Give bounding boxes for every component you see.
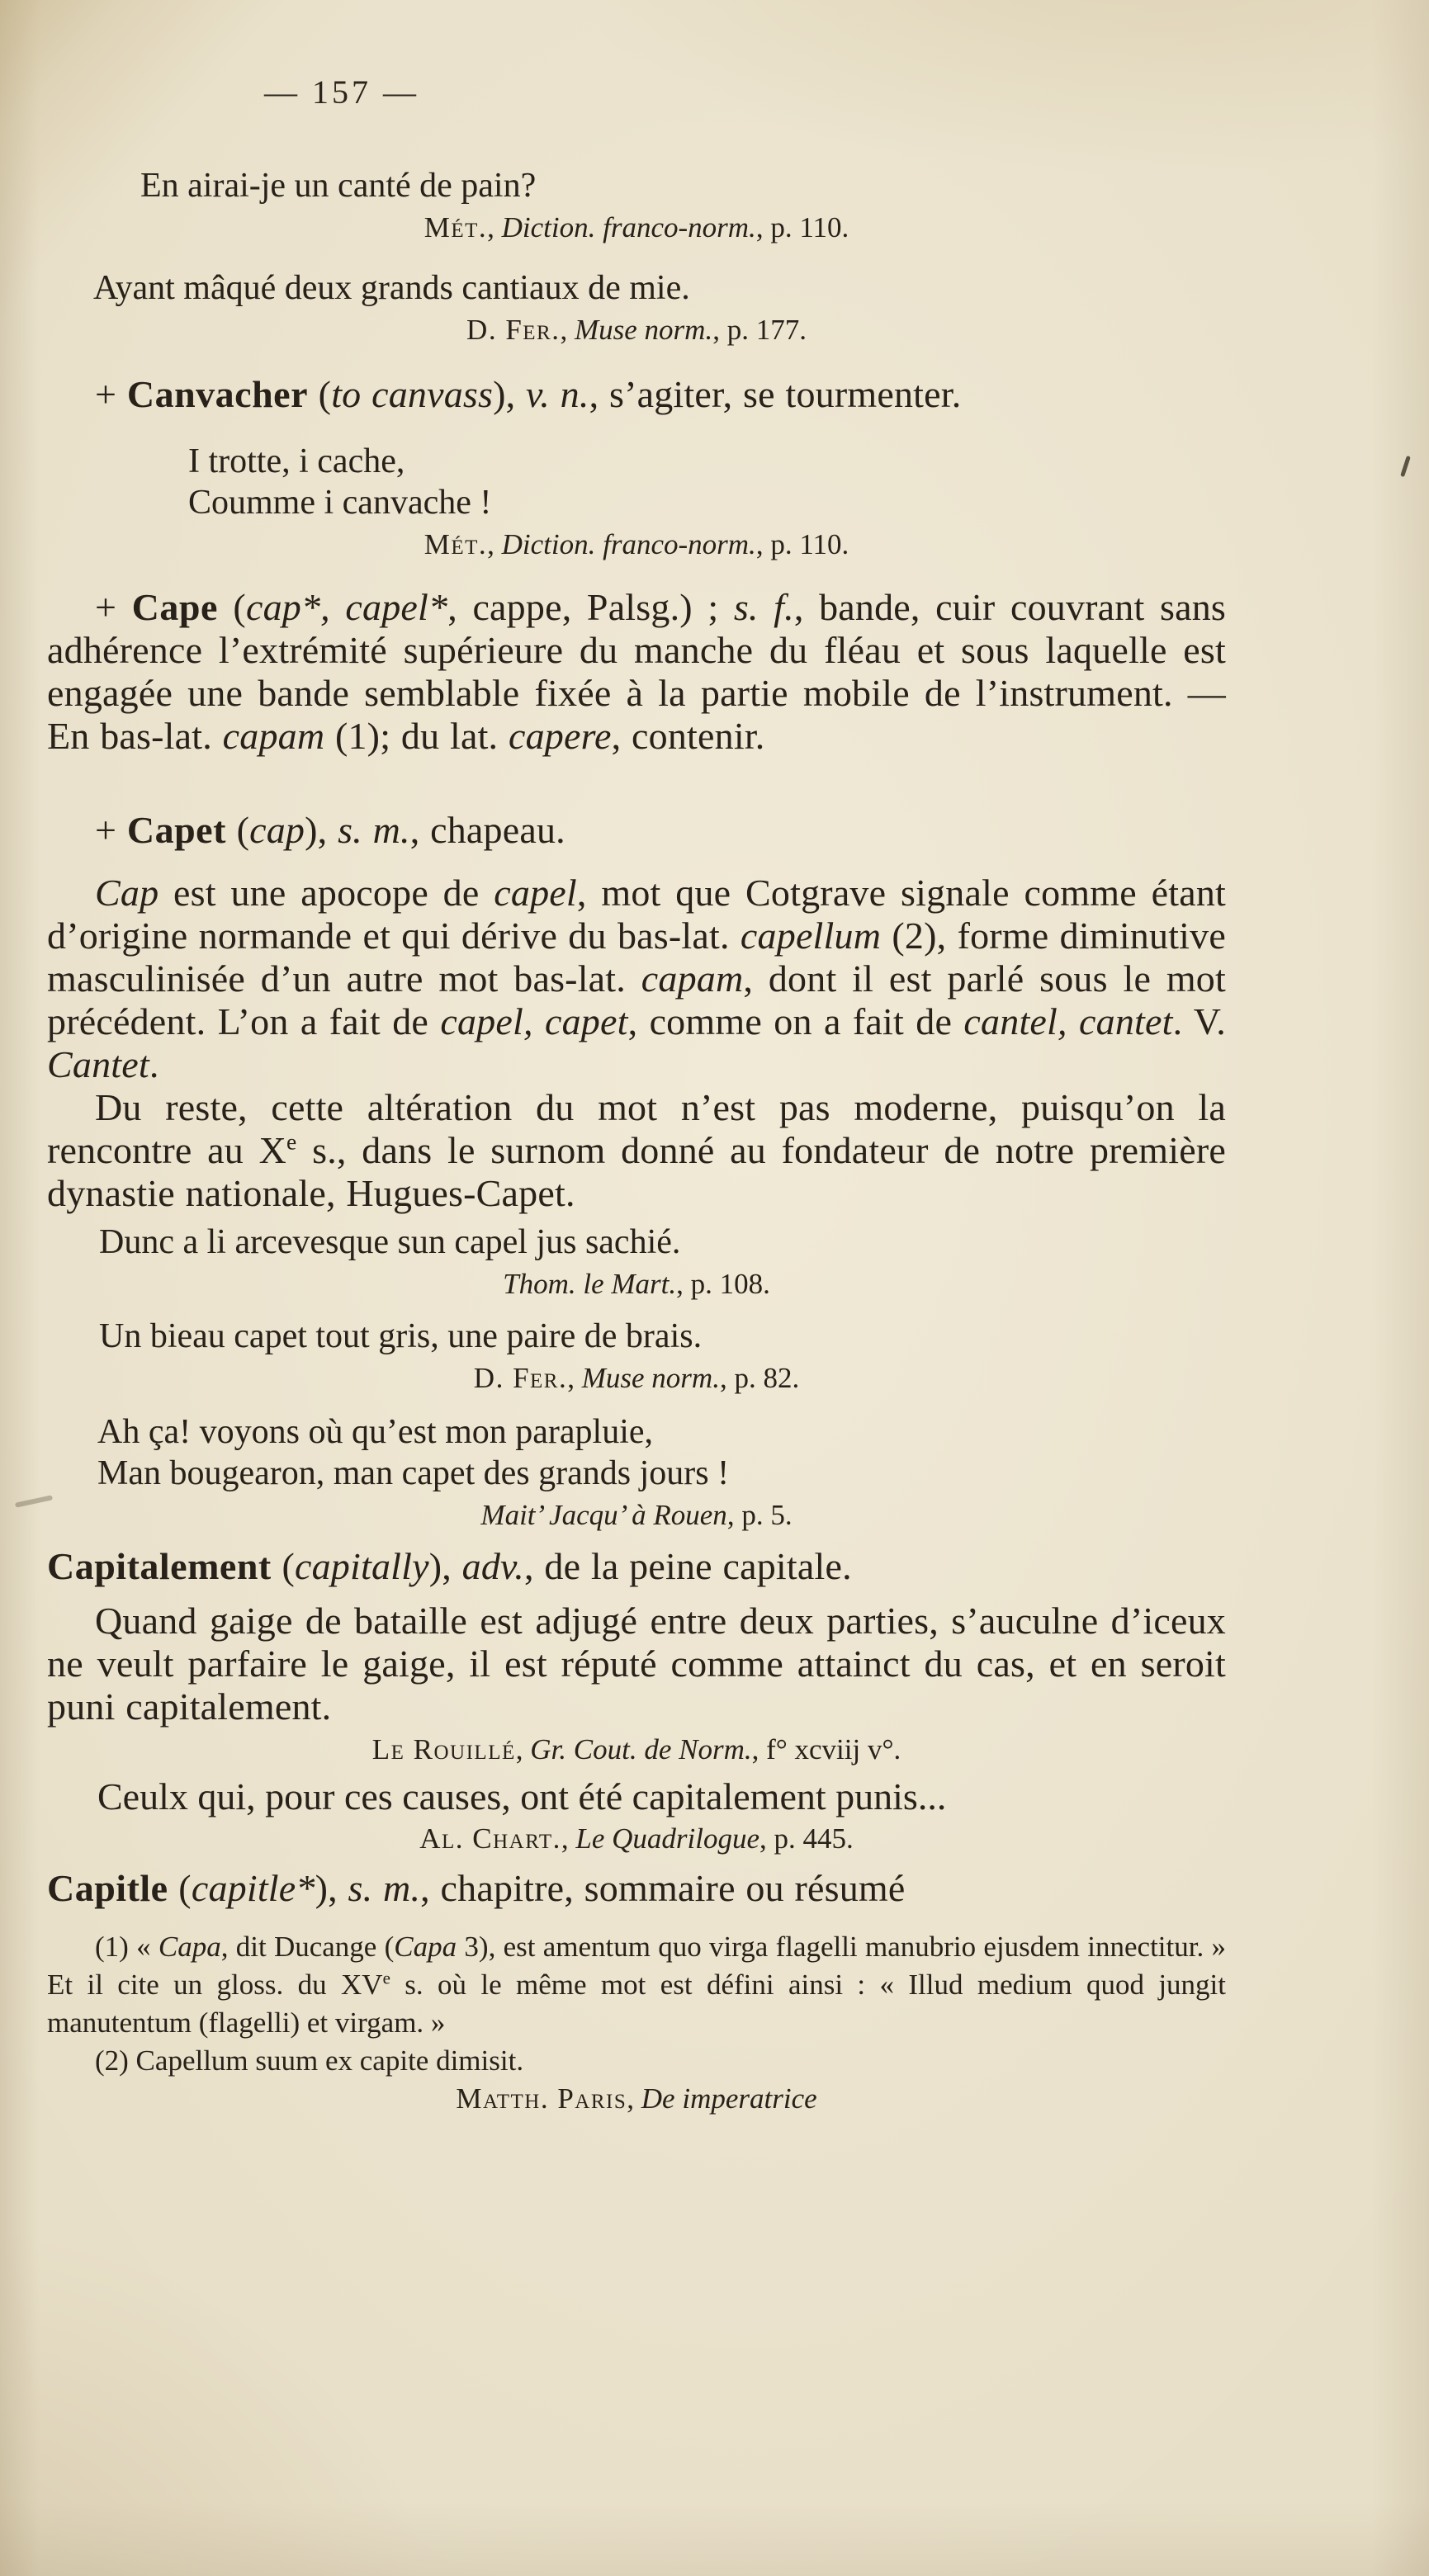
page-number: — 157 — (264, 73, 419, 111)
paragraph-quand-gaige: Quand gaige de bataille est adjugé entre deux parties, s’auculne d’iceux ne veult parfaire le gaige, il est réputé comme attainct du cas, et en seroit puni capitalement. (47, 1600, 1226, 1728)
footnote-citation-matth-paris: Matth. Paris, De imperatrice (456, 2082, 817, 2115)
quote-line: Man bougearon, man capet des grands jours ! (97, 1454, 730, 1492)
paragraph-du-reste: Du reste, cette altération du mot n’est pas moderne, puisqu’on la rencontre au Xe s., dans le surnom donné au fondateur de notre première dynastie nationale, Hugues-Capet. (47, 1086, 1226, 1214)
quotation-parapluie (97, 1411, 1226, 1494)
footnotes (47, 1928, 1226, 2118)
quote-line: Coumme i canvache ! (188, 484, 492, 522)
citation-thom-108: Thom. le Mart., p. 108. (503, 1268, 770, 1300)
quote-line: I trotte, i cache, (188, 442, 405, 480)
citation-fer-177: D. Fer., Muse norm., p. 177. (466, 314, 807, 346)
citation-chart-445: Al. Chart., Le Quadrilogue, p. 445. (419, 1822, 854, 1855)
quote-line: En airai-je un canté de pain? (140, 167, 537, 205)
paragraph-cap-apocope: Cap est une apocope de capel, mot que Cotgrave signale comme étant d’origine normande et qui dérive du bas-lat. capellum (2), forme diminutive masculinisée d’un autre mot bas-lat. capam, dont il est parlé sous le mot précédent. L’on a fait de capel, capet, comme on a fait de cantel, cantet. V. Cantet. (47, 872, 1226, 1085)
entry-capitalement: Capitalement (capitally), adv., de la peine capitale. (47, 1545, 852, 1587)
quote-line: Ah ça! voyons où qu’est mon parapluie, (97, 1413, 654, 1451)
citation-mait-jacqu: Mait’ Jacqu’ à Rouen, p. 5. (480, 1499, 793, 1531)
entry-canvacher: + Canvacher (to canvass), v. n., s’agiter, se tourmenter. (95, 373, 962, 415)
quote-line: Un bieau capet tout gris, une paire de brais. (99, 1317, 703, 1355)
quotation-cantiaux (93, 267, 1226, 309)
quote-line: Dunc a li arcevesque sun capel jus sachié. (99, 1223, 681, 1261)
quote-line: Ayant mâqué deux grands cantiaux de mie. (93, 269, 690, 307)
quote-line: Ceulx qui, pour ces causes, ont été capitalement punis... (97, 1775, 947, 1817)
citation-fer-82: D. Fer., Muse norm., p. 82. (473, 1362, 800, 1394)
footnote-1: (1) « Capa, dit Ducange (Capa 3), est amentum quo virga flagelli manubrio ejusdem innectitur. » Et il cite un gloss. du XVe s. où le même mot est défini ainsi : « Illud medium quod jungit manutentum (flagelli) et virgam. » (47, 1931, 1227, 2039)
quotation-ceulx (97, 1776, 1226, 1817)
quotation-canvache (188, 441, 1226, 523)
entry-cape: + Cape (cap*, capel*, cappe, Palsg.) ; s. f., bande, cuir couvrant sans adhérence l’extrémité supérieure du manche du fléau et sous laquelle est engagée une bande semblable fixée à la partie mobile de l’instrument. — En bas-lat. capam (1); du lat. capere, contenir. (47, 586, 1227, 757)
entry-capitle: Capitle (capitle*), s. m., chapitre, sommaire ou résumé (47, 1867, 906, 1909)
quotation-cante (140, 165, 1226, 206)
footnote-2: (2) Capellum suum ex capite dimisit. (95, 2044, 524, 2077)
quotation-dunc (99, 1222, 1226, 1263)
citation-rouille: Le Rouillé, Gr. Cout. de Norm., f° xcviij v°. (371, 1733, 901, 1765)
citation-met-110: Mét., Diction. franco-norm., p. 110. (423, 211, 849, 243)
entry-capet: + Capet (cap), s. m., chapeau. (95, 809, 565, 851)
quotation-bieau-capet (99, 1316, 1226, 1357)
citation-met-110-bis: Mét., Diction. franco-norm., p. 110. (423, 528, 849, 560)
